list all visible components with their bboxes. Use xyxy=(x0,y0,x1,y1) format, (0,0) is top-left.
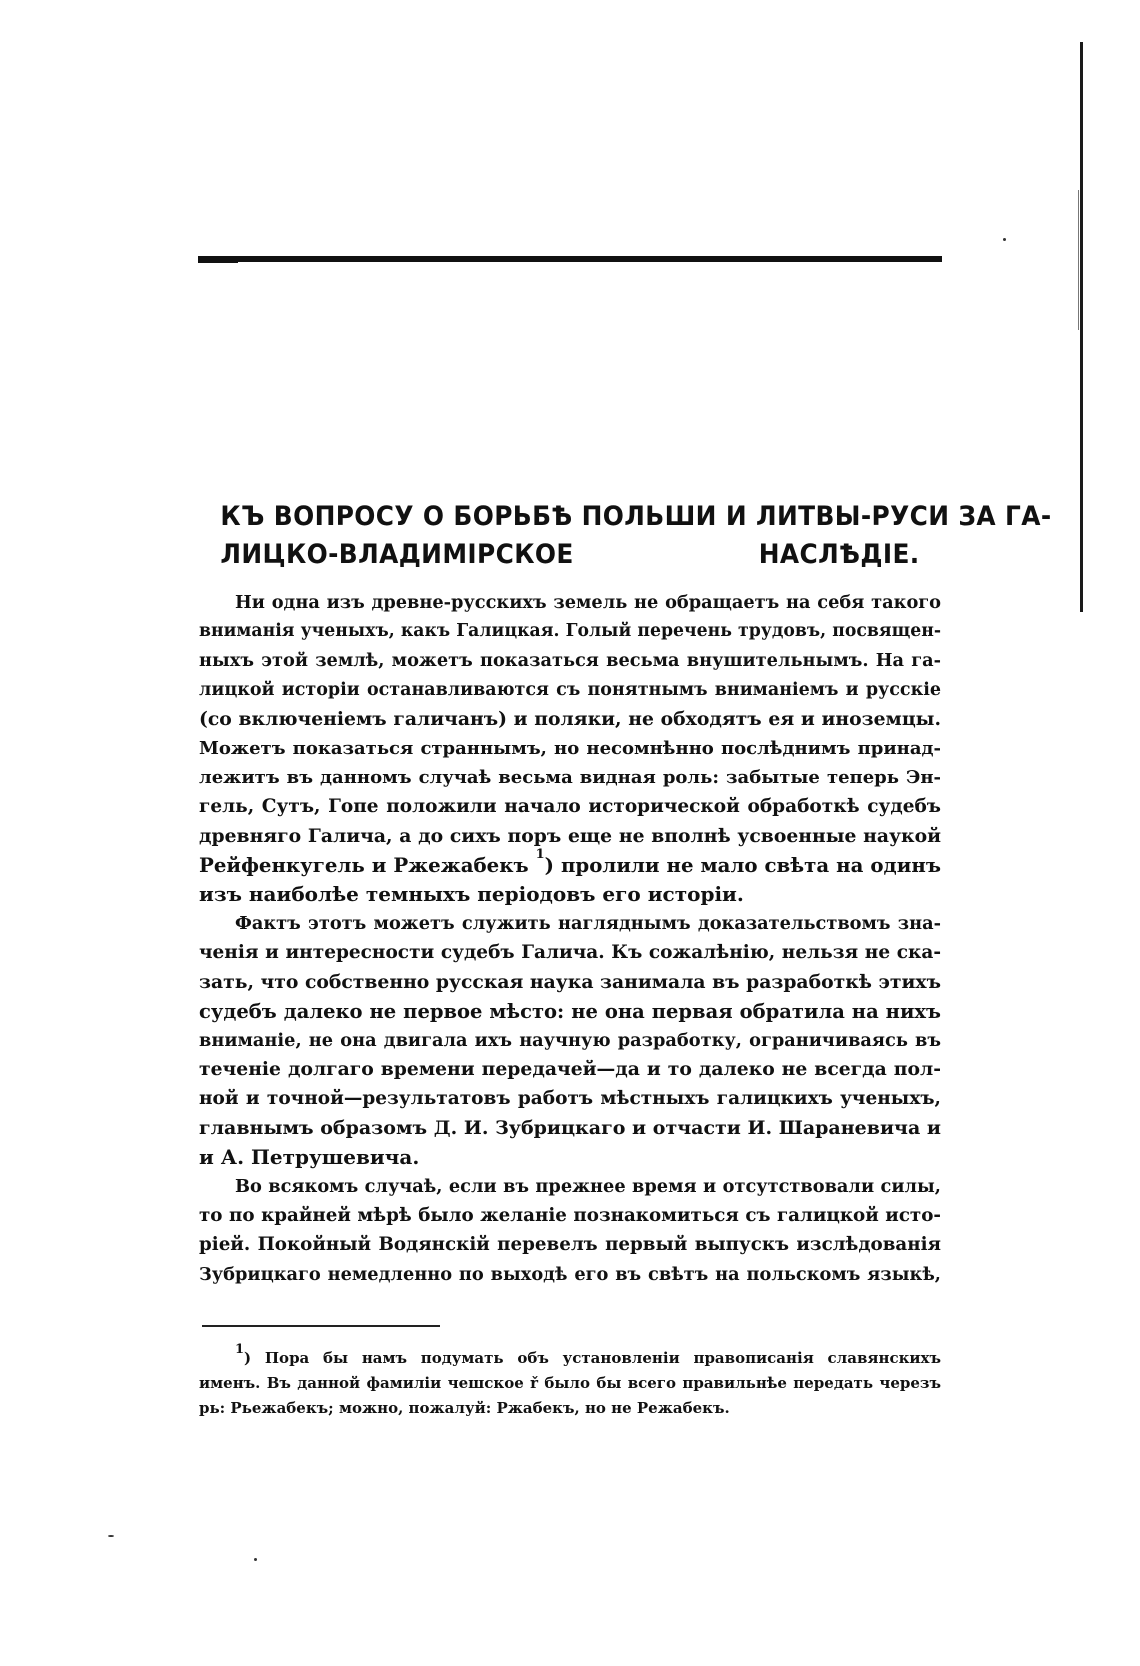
footnote-reference: 1 xyxy=(535,846,545,862)
scan-speck xyxy=(108,1535,114,1537)
text-line: лицкой исторіи останавливаются съ понятнымъ вниманіемъ и русскіе xyxy=(199,679,941,700)
footnote-line: рь: Рьежабекъ; можно, пожалуй: Ржабекъ, но не Режабекъ. xyxy=(199,1399,730,1417)
scan-edge-line xyxy=(1080,42,1083,612)
text-line: и А. Петрушевича. xyxy=(199,1144,420,1169)
article-title-line: ЛИЦКО-ВЛАДИМIРСКОЕ НАСЛѢДIЕ. xyxy=(220,539,920,570)
text-fragment: ) пролили не мало свѣта на одинъ xyxy=(544,852,941,877)
text-line: Ни одна изъ древне-русскихъ земель не обращаетъ на себя такого xyxy=(235,592,941,613)
footnote xyxy=(199,1342,941,1421)
scan-speck xyxy=(1003,238,1006,241)
text-line: древняго Галича, а до сихъ поръ еще не вполнѣ усвоенные наукой xyxy=(199,824,941,847)
text-fragment: Рейфенкугель и Ржежабекъ xyxy=(199,852,536,877)
header-rule xyxy=(198,256,942,262)
text-line xyxy=(199,846,941,880)
text-line: главнымъ образомъ Д. И. Зубрицкаго и отчасти И. Шараневича и xyxy=(199,1116,941,1139)
text-line: ченія и интересности судебъ Галича. Къ сожалѣнію, нельзя не ска- xyxy=(199,942,941,964)
paragraph xyxy=(199,1172,941,1289)
text-fragment: ) Пора бы намъ подумать объ установленіи правописанія славянскихъ xyxy=(244,1349,941,1367)
text-line: изъ наиболѣе темныхъ періодовъ его исторіи. xyxy=(199,882,744,907)
text-line: ной и точной—результатовъ работъ мѣстныхъ галицкихъ ученыхъ, xyxy=(199,1088,941,1110)
text-line: ріей. Покойный Водянскій перевелъ первый выпускъ изслѣдованія xyxy=(199,1234,941,1256)
paragraph xyxy=(199,588,941,909)
scan-edge-line-faint xyxy=(1078,190,1079,330)
text-line: гель, Сутъ, Гопе положили начало исторической обработкѣ судебъ xyxy=(199,796,941,818)
text-line: то по крайней мѣрѣ было желаніе познакомиться съ галицкой исто- xyxy=(199,1205,941,1227)
footnote-rule xyxy=(202,1325,440,1327)
text-line: вниманіе, не она двигала ихъ научную разработку, ограничиваясь въ xyxy=(199,1030,941,1052)
text-line: Фактъ этотъ можетъ служить нагляднымъ доказательствомъ зна- xyxy=(235,913,941,935)
text-line: (со включеніемъ галичанъ) и поляки, не обходятъ ея и иноземцы. xyxy=(199,707,941,730)
footnote-mark: 1 xyxy=(235,1342,245,1357)
footnote-line: именъ. Въ данной фамиліи чешское ř было бы всего правильнѣе передать черезъ xyxy=(199,1374,941,1392)
article-title-line: КЪ ВОПРОСУ О БОРЬБѢ ПОЛЬШИ И ЛИТВЫ-РУСИ ЗА ГА- xyxy=(220,501,1052,532)
paragraph xyxy=(199,909,941,1172)
text-line: судебъ далеко не первое мѣсто: не она первая обратила на нихъ xyxy=(199,999,941,1023)
scan-speck xyxy=(254,1558,257,1561)
text-line: Зубрицкаго немедленно по выходѣ его въ свѣтъ на польскомъ языкѣ, xyxy=(199,1263,941,1285)
text-line: Можетъ показаться страннымъ, но несомнѣнно послѣднимъ принад- xyxy=(199,738,941,760)
text-line: вниманія ученыхъ, какъ Галицкая. Голый перечень трудовъ, посвящен- xyxy=(199,621,941,642)
article-body xyxy=(199,588,941,1289)
article-title xyxy=(220,498,1052,574)
text-line: лежитъ въ данномъ случаѣ весьма видная роль: забытые теперь Эн- xyxy=(199,767,941,789)
footnote-line xyxy=(199,1342,941,1371)
text-line: Во всякомъ случаѣ, если въ прежнее время и отсутствовали силы, xyxy=(235,1176,941,1198)
text-line: зать, что собственно русская наука занимала въ разработкѣ этихъ xyxy=(199,970,941,993)
text-line: ныхъ этой землѣ, можетъ показаться весьма внушительнымъ. На га- xyxy=(199,650,941,672)
text-line: теченіе долгаго времени передачей—да и то далеко не всегда пол- xyxy=(199,1058,941,1081)
